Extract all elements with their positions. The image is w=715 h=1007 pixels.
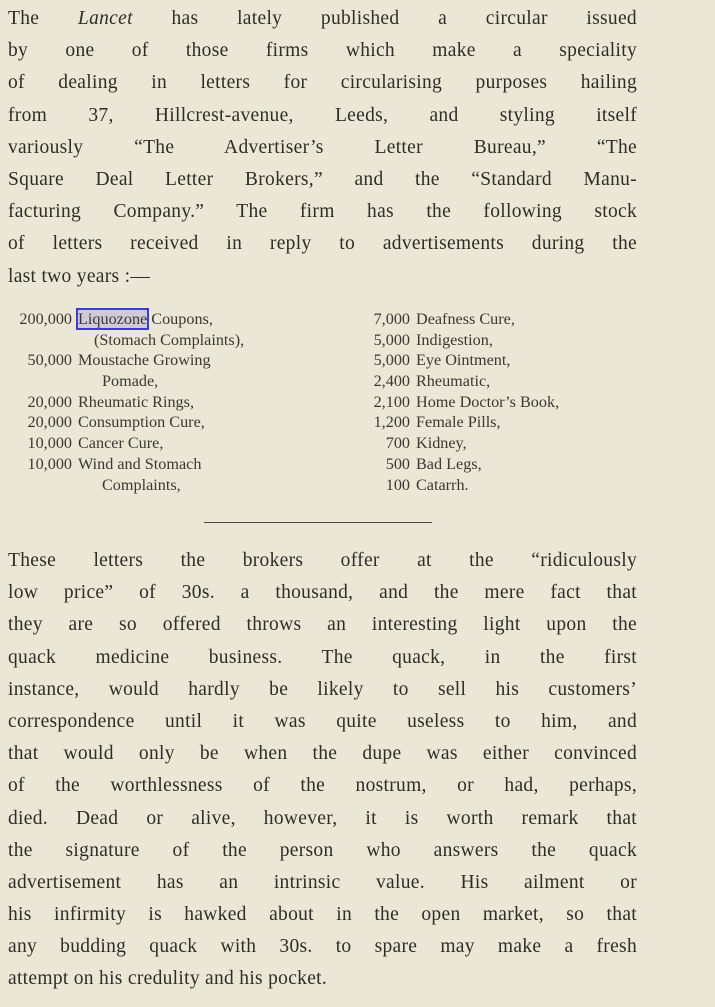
stock-quantity: 2,100 xyxy=(373,392,410,411)
stock-quantity: 2,400 xyxy=(373,372,410,391)
stock-item: Kidney, xyxy=(416,434,467,453)
text-line: These letters the brokers offer at the “ridiculously xyxy=(8,550,637,571)
stock-item: Moustache Growing xyxy=(78,351,211,370)
stock-entry-continuation: Pomade, xyxy=(102,372,159,391)
stock-quantity: 500 xyxy=(385,454,410,473)
text-line: variously “The Advertiser’s Letter Bureau,” “The xyxy=(8,136,637,158)
stock-entry xyxy=(346,454,636,475)
text-line: died. Dead or alive, however, it is worth remark that xyxy=(8,807,637,829)
stock-item: Eye Ointment, xyxy=(416,351,511,370)
stock-quantity: 50,000 xyxy=(27,351,72,370)
text-line: the signature of the person who answers the quack xyxy=(8,839,637,861)
text-line: facturing Company.” The firm has the following stock xyxy=(8,201,637,223)
stock-entry xyxy=(346,309,636,330)
text-line: any budding quack with 30s. to spare may make a fresh xyxy=(8,936,637,958)
stock-item: Bad Legs, xyxy=(416,454,482,473)
stock-entry xyxy=(346,433,636,454)
stock-entry xyxy=(346,392,636,413)
stock-entry xyxy=(346,475,636,496)
stock-quantity: 200,000 xyxy=(19,310,72,328)
stock-entry xyxy=(8,350,308,371)
text-line: quack medicine business. The quack, in the first xyxy=(8,646,637,668)
document-page xyxy=(8,0,637,1007)
stock-quantity: 10,000 xyxy=(27,434,72,453)
stock-entry xyxy=(346,350,636,371)
stock-entry xyxy=(346,330,636,351)
text-line: last two years :— xyxy=(8,265,151,287)
stock-column-right xyxy=(346,309,636,495)
stock-quantity: 100 xyxy=(385,475,410,494)
stock-item: Deafness Cure, xyxy=(416,310,515,328)
text-line: attempt on his credulity and his pocket. xyxy=(8,968,328,990)
stock-column-left xyxy=(8,309,308,495)
stock-quantity: 700 xyxy=(385,434,410,453)
text-line: by one of those firms which make a speciality xyxy=(8,40,637,62)
text-line: instance, would hardly be likely to sell his customers’ xyxy=(8,678,637,700)
stock-item: Rheumatic Rings, xyxy=(78,392,194,411)
stock-entry xyxy=(8,412,308,433)
text-line: his infirmity is hawked about in the open market, so that xyxy=(8,904,637,926)
stock-quantity: 5,000 xyxy=(373,351,410,370)
text-line: Square Deal Letter Brokers,” and the “Standard Manu- xyxy=(8,168,637,190)
stock-item: Wind and Stomach xyxy=(78,454,202,473)
stock-item: Home Doctor’s Book, xyxy=(416,392,560,411)
stock-quantity: 1,200 xyxy=(373,413,410,432)
stock-quantity: 20,000 xyxy=(27,413,72,432)
stock-item: Cancer Cure, xyxy=(78,434,164,453)
stock-entry-continuation: Complaints, xyxy=(102,475,181,494)
journal-title: Lancet xyxy=(77,8,133,29)
paragraph-commentary xyxy=(8,545,637,996)
text-line: from 37, Hillcrest-avenue, Leeds, and styling itself xyxy=(8,104,637,126)
stock-entry xyxy=(346,412,636,433)
stock-item: Consumption Cure, xyxy=(78,413,205,432)
paragraph-intro xyxy=(8,3,637,293)
stock-quantity: 10,000 xyxy=(27,454,72,473)
stock-entry xyxy=(8,309,308,330)
stock-entry-continuation: (Stomach Complaints), xyxy=(94,330,245,349)
stock-item: Rheumatic, xyxy=(416,372,491,391)
text-line: correspondence until it was quite useless to him, and xyxy=(8,710,637,732)
stock-item: Indigestion, xyxy=(416,330,493,349)
text-line: of dealing in letters for circularising purposes hailing xyxy=(8,72,637,94)
text-line: of letters received in reply to advertisements during the xyxy=(8,233,637,255)
stock-entry xyxy=(8,392,308,413)
text-line: of the worthlessness of the nostrum, or had, perhaps, xyxy=(8,775,637,797)
text-line: advertisement has an intrinsic value. His ailment or xyxy=(8,871,637,893)
section-divider xyxy=(204,522,432,523)
stock-item: Catarrh. xyxy=(416,475,469,494)
stock-entry xyxy=(346,371,636,392)
stock-quantity: 5,000 xyxy=(373,330,410,349)
text-line: they are so offered throws an interesting light upon the xyxy=(8,614,637,636)
text-line: that would only be when the dupe was either convinced xyxy=(8,743,637,765)
stock-entry xyxy=(8,454,308,475)
text-line: The Lancet has lately published a circular issued xyxy=(8,8,637,29)
text-line: low price” of 30s. a thousand, and the mere fact that xyxy=(8,582,637,604)
stock-entry xyxy=(8,433,308,454)
stock-quantity: 20,000 xyxy=(27,392,72,411)
stock-item: Coupons, xyxy=(147,310,213,328)
stock-item: Female Pills, xyxy=(416,413,501,432)
highlighted-word[interactable]: Liquozone xyxy=(78,310,148,328)
stock-quantity: 7,000 xyxy=(373,310,410,328)
